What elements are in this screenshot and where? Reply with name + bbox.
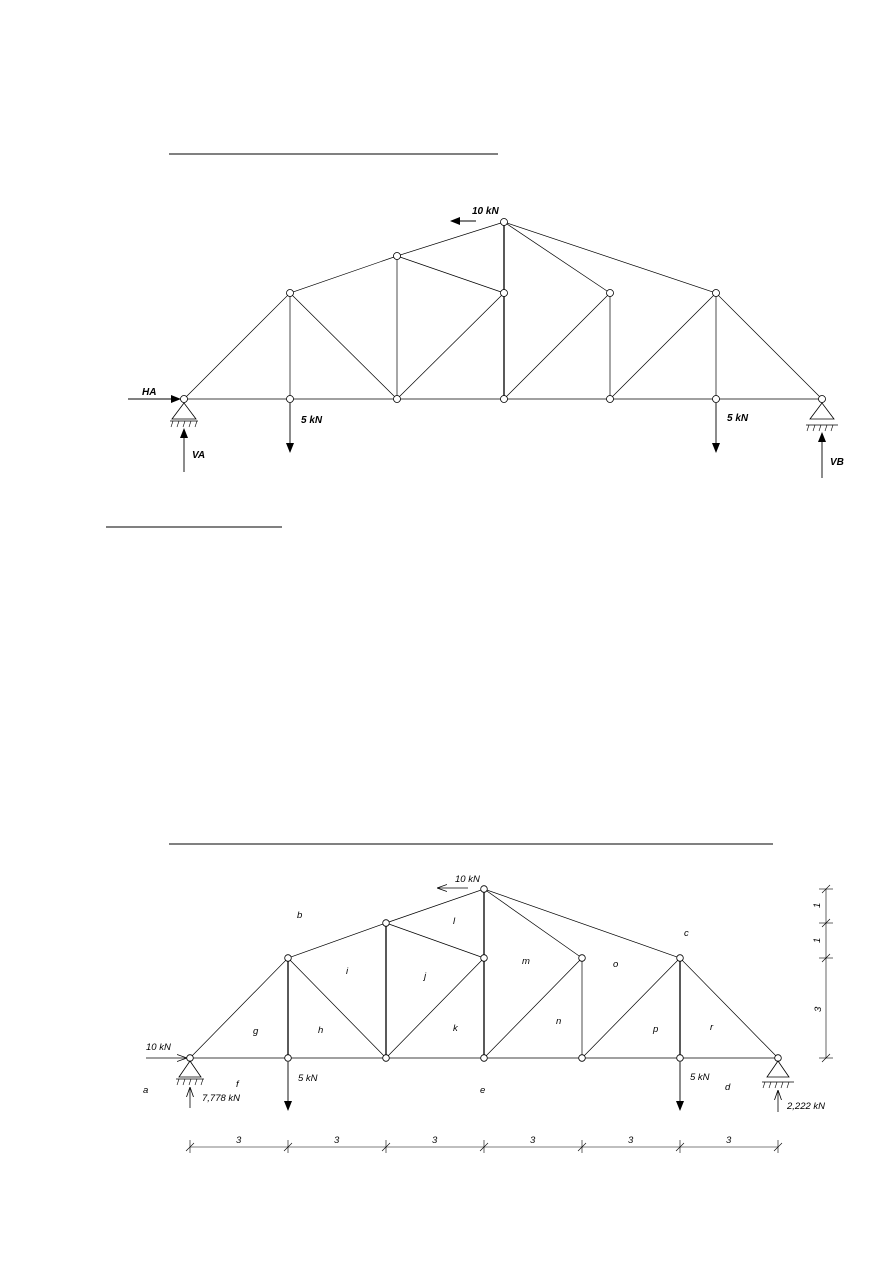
joint xyxy=(383,920,390,927)
diagonal-member xyxy=(484,889,582,958)
top-chord xyxy=(184,222,822,399)
joint xyxy=(713,290,720,297)
diagonal-member xyxy=(290,293,397,399)
joint xyxy=(285,955,292,962)
region-label-o: o xyxy=(613,959,619,970)
region-label-d: d xyxy=(725,1082,731,1093)
region-label-g: g xyxy=(253,1026,259,1037)
span-label: 3 xyxy=(726,1135,732,1146)
diagonal-member xyxy=(397,293,504,399)
diagonal-member xyxy=(582,958,680,1058)
region-label-k: k xyxy=(453,1023,458,1034)
region-label-m: m xyxy=(522,956,530,967)
joint xyxy=(501,290,508,297)
region-label-i: i xyxy=(346,966,349,977)
joint xyxy=(287,290,294,297)
horizontal-dimension xyxy=(186,1140,782,1153)
reaction-label-h: 10 kN xyxy=(146,1042,171,1053)
height-label: 1 xyxy=(812,937,823,943)
joint xyxy=(481,1055,488,1062)
reaction-label-left: 7,778 kN xyxy=(202,1093,241,1104)
load-label-top: 10 kN xyxy=(455,874,480,885)
joint xyxy=(677,1055,684,1062)
joint xyxy=(481,886,488,893)
load-label-right: 5 kN xyxy=(690,1072,710,1083)
reaction-label-vb: VB xyxy=(830,457,844,468)
diagonal-member xyxy=(386,958,484,1058)
region-label-l: l xyxy=(453,916,456,927)
span-label: 3 xyxy=(334,1135,340,1146)
joint xyxy=(287,396,294,403)
truss-diagram-2 xyxy=(143,874,833,1153)
load-label-left: 5 kN xyxy=(298,1073,318,1084)
pin-support-left xyxy=(176,1061,204,1085)
reaction-label-va: VA xyxy=(192,450,206,461)
region-label-a: a xyxy=(143,1085,149,1096)
region-label-p: p xyxy=(653,1024,659,1035)
diagonal-member xyxy=(484,958,582,1058)
vertical-dimension xyxy=(819,885,833,1062)
load-label-top: 10 kN xyxy=(472,206,499,217)
region-label-f: f xyxy=(236,1079,239,1090)
diagonal-member xyxy=(504,222,610,293)
span-label: 3 xyxy=(530,1135,536,1146)
joint xyxy=(579,1055,586,1062)
span-label: 3 xyxy=(432,1135,438,1146)
roller-support-right xyxy=(762,1061,794,1088)
diagonal-member xyxy=(397,256,504,293)
diagonal-member xyxy=(610,293,716,399)
joint xyxy=(713,396,720,403)
joint xyxy=(285,1055,292,1062)
joint xyxy=(383,1055,390,1062)
span-label: 3 xyxy=(628,1135,634,1146)
height-label: 3 xyxy=(813,1006,824,1012)
joint xyxy=(394,253,401,260)
region-label-b: b xyxy=(297,910,303,921)
span-label: 3 xyxy=(236,1135,242,1146)
joint xyxy=(501,396,508,403)
joint xyxy=(677,955,684,962)
joint xyxy=(481,955,488,962)
reaction-label-right: 2,222 kN xyxy=(787,1101,826,1112)
region-label-h: h xyxy=(318,1025,324,1036)
region-label-r: r xyxy=(710,1022,714,1033)
region-label-n: n xyxy=(556,1016,562,1027)
pin-support-left xyxy=(170,403,198,427)
region-label-c: c xyxy=(684,928,689,939)
joint xyxy=(394,396,401,403)
diagonal-member xyxy=(386,923,484,958)
joint xyxy=(501,219,508,226)
joint xyxy=(607,290,614,297)
joint xyxy=(819,396,826,403)
height-label: 1 xyxy=(812,902,823,908)
region-label-e: e xyxy=(480,1085,486,1096)
joint xyxy=(181,396,188,403)
roller-support-right xyxy=(806,403,838,431)
diagonal-member xyxy=(504,293,610,399)
joint xyxy=(579,955,586,962)
diagonal-member xyxy=(288,958,386,1058)
region-label-j: j xyxy=(424,971,427,982)
joint xyxy=(607,396,614,403)
truss-diagram-1 xyxy=(128,206,844,478)
reaction-label-ha: HA xyxy=(142,387,157,398)
load-label-left: 5 kN xyxy=(301,415,323,426)
load-label-right: 5 kN xyxy=(727,413,749,424)
